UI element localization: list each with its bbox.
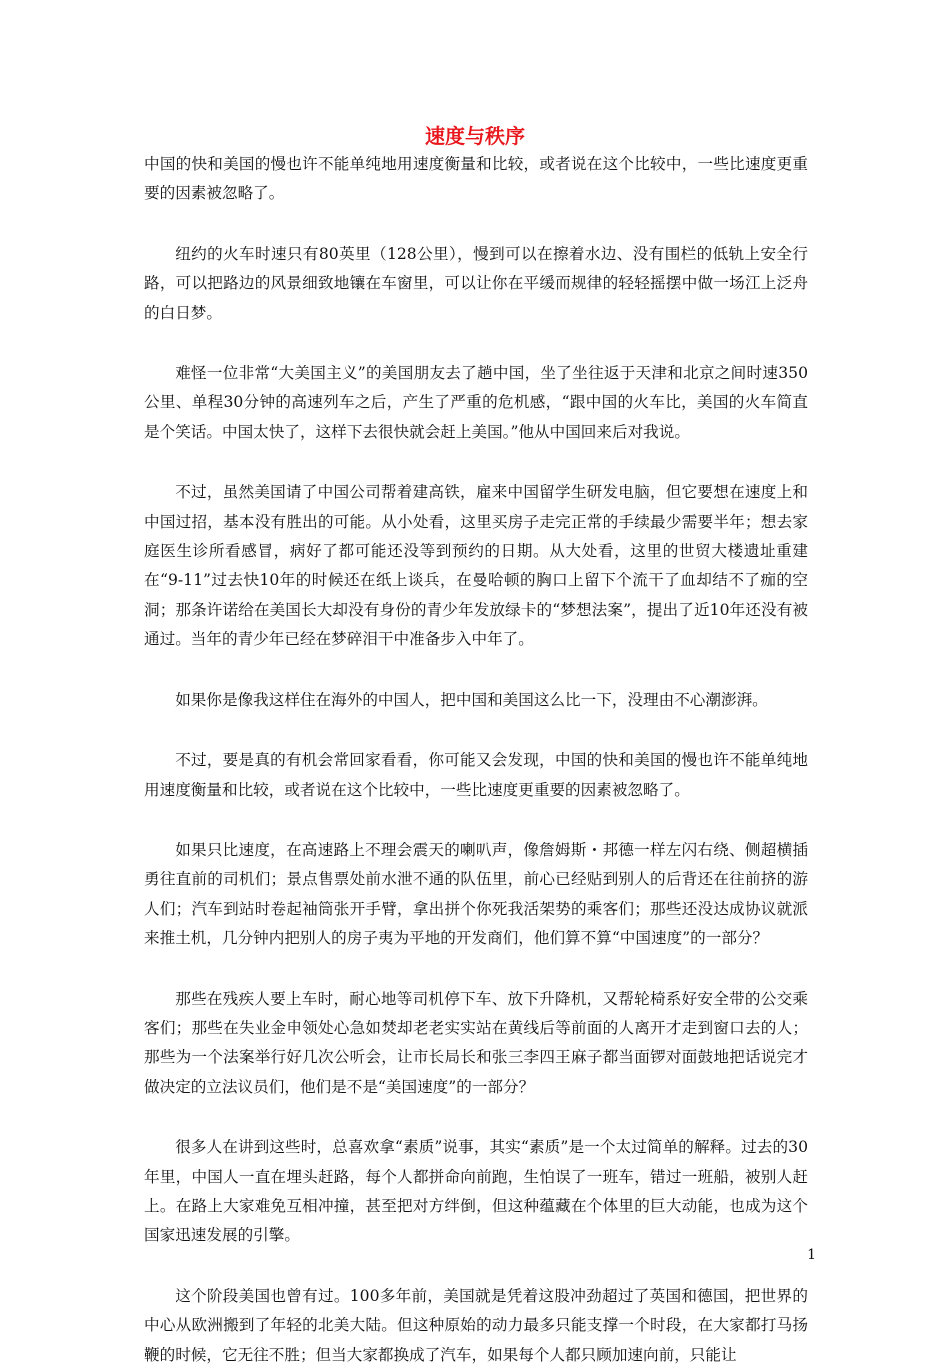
paragraph-5: 如果你是像我这样住在海外的中国人，把中国和美国这么比一下，没理由不心潮澎湃。 — [175, 690, 768, 709]
page-number: 1 — [807, 1247, 816, 1263]
paragraph-7: 如果只比速度，在高速路上不理会震天的喇叭声，像詹姆斯・邦德一样左闪右绕、侧超横插勇往直前的司机们；景点售票处前水泄不通的队伍里，前心已经贴到别人的后背还在往前挤的游人们；汽车到站时卷起袖筒张开手臂，拿出拼个你死我活架势的乘客们；那些还没达成协议就派来推土机，几分钟内把别人的房子夷为平地的开发商们，他们算不算“中国速度”的一部分？ — [144, 840, 808, 948]
paragraph-10: 这个阶段美国也曾有过。100多年前，美国就是凭着这股冲劲超过了英国和德国，把世界的中心从欧洲搬到了年轻的北美大陆。但这种原始的动力最多只能支撑一个时段，在大家都打马扬鞭的时候，它无往不胜；但当大家都换成了汽车，如果每个人都只顾加速向前，只能让 — [144, 1286, 808, 1364]
document-title: 速度与秩序 — [425, 124, 525, 148]
document-body — [144, 150, 808, 1370]
paragraph-2: 纽约的火车时速只有80英里（128公里），慢到可以在擦着水边、没有围栏的低轨上安全行路，可以把路边的风景细致地镶在车窗里，可以让你在平缓而规律的轻轻摇摆中做一场江上泛舟的白日梦。 — [144, 244, 808, 322]
paragraph-1: 中国的快和美国的慢也许不能单纯地用速度衡量和比较，或者说在这个比较中，一些比速度更重要的因素被忽略了。 — [144, 155, 808, 203]
paragraph-9: 很多人在讲到这些时，总喜欢拿“素质”说事，其实“素质”是一个太过简单的解释。过去的30年里，中国人一直在埋头赶路，每个人都拼命向前跑，生怕误了一班车，错过一班船，被别人赶上。在路上大家难免互相冲撞，甚至把对方绊倒，但这种蕴藏在个体里的巨大动能，也成为这个国家迅速发展的引擎。 — [144, 1138, 808, 1245]
paragraph-8: 那些在残疾人要上车时，耐心地等司机停下车、放下升降机，又帮轮椅系好安全带的公交乘客们；那些在失业金申领处心急如焚却老老实实站在黄线后等前面的人离开才走到窗口去的人；那些为一个法案举行好几次公听会，让市长局长和张三李四王麻子都当面锣对面鼓地把话说完才做决定的立法议员们，他们是不是“美国速度”的一部分？ — [144, 989, 808, 1096]
paragraph-6: 不过，要是真的有机会常回家看看，你可能又会发现，中国的快和美国的慢也许不能单纯地用速度衡量和比较，或者说在这个比较中，一些比速度更重要的因素被忽略了。 — [144, 751, 808, 799]
paragraph-4: 不过，虽然美国请了中国公司帮着建高铁，雇来中国留学生研发电脑，但它要想在速度上和中国过招，基本没有胜出的可能。从小处看，这里买房子走完正常的手续最少需要半年；想去家庭医生诊所看感冒，病好了都可能还没等到预约的日期。从大处看，这里的世贸大楼遗址重建在“9-11”过去快10年的时候还在纸上谈兵，在曼哈顿的胸口上留下个流干了血却结不了痂的空洞；那条许诺给在美国长大却没有身份的青少年发放绿卡的“梦想法案”，提出了近10年还没有被通过。当年的青少年已经在梦碎泪干中准备步入中年了。 — [144, 483, 808, 649]
paragraph-3: 难怪一位非常“大美国主义”的美国朋友去了趟中国，坐了坐往返于天津和北京之间时速350公里、单程30分钟的高速列车之后，产生了严重的危机感，“跟中国的火车比，美国的火车简直是个笑话。中国太快了，这样下去很快就会赶上美国。”他从中国回来后对我说。 — [144, 364, 808, 441]
